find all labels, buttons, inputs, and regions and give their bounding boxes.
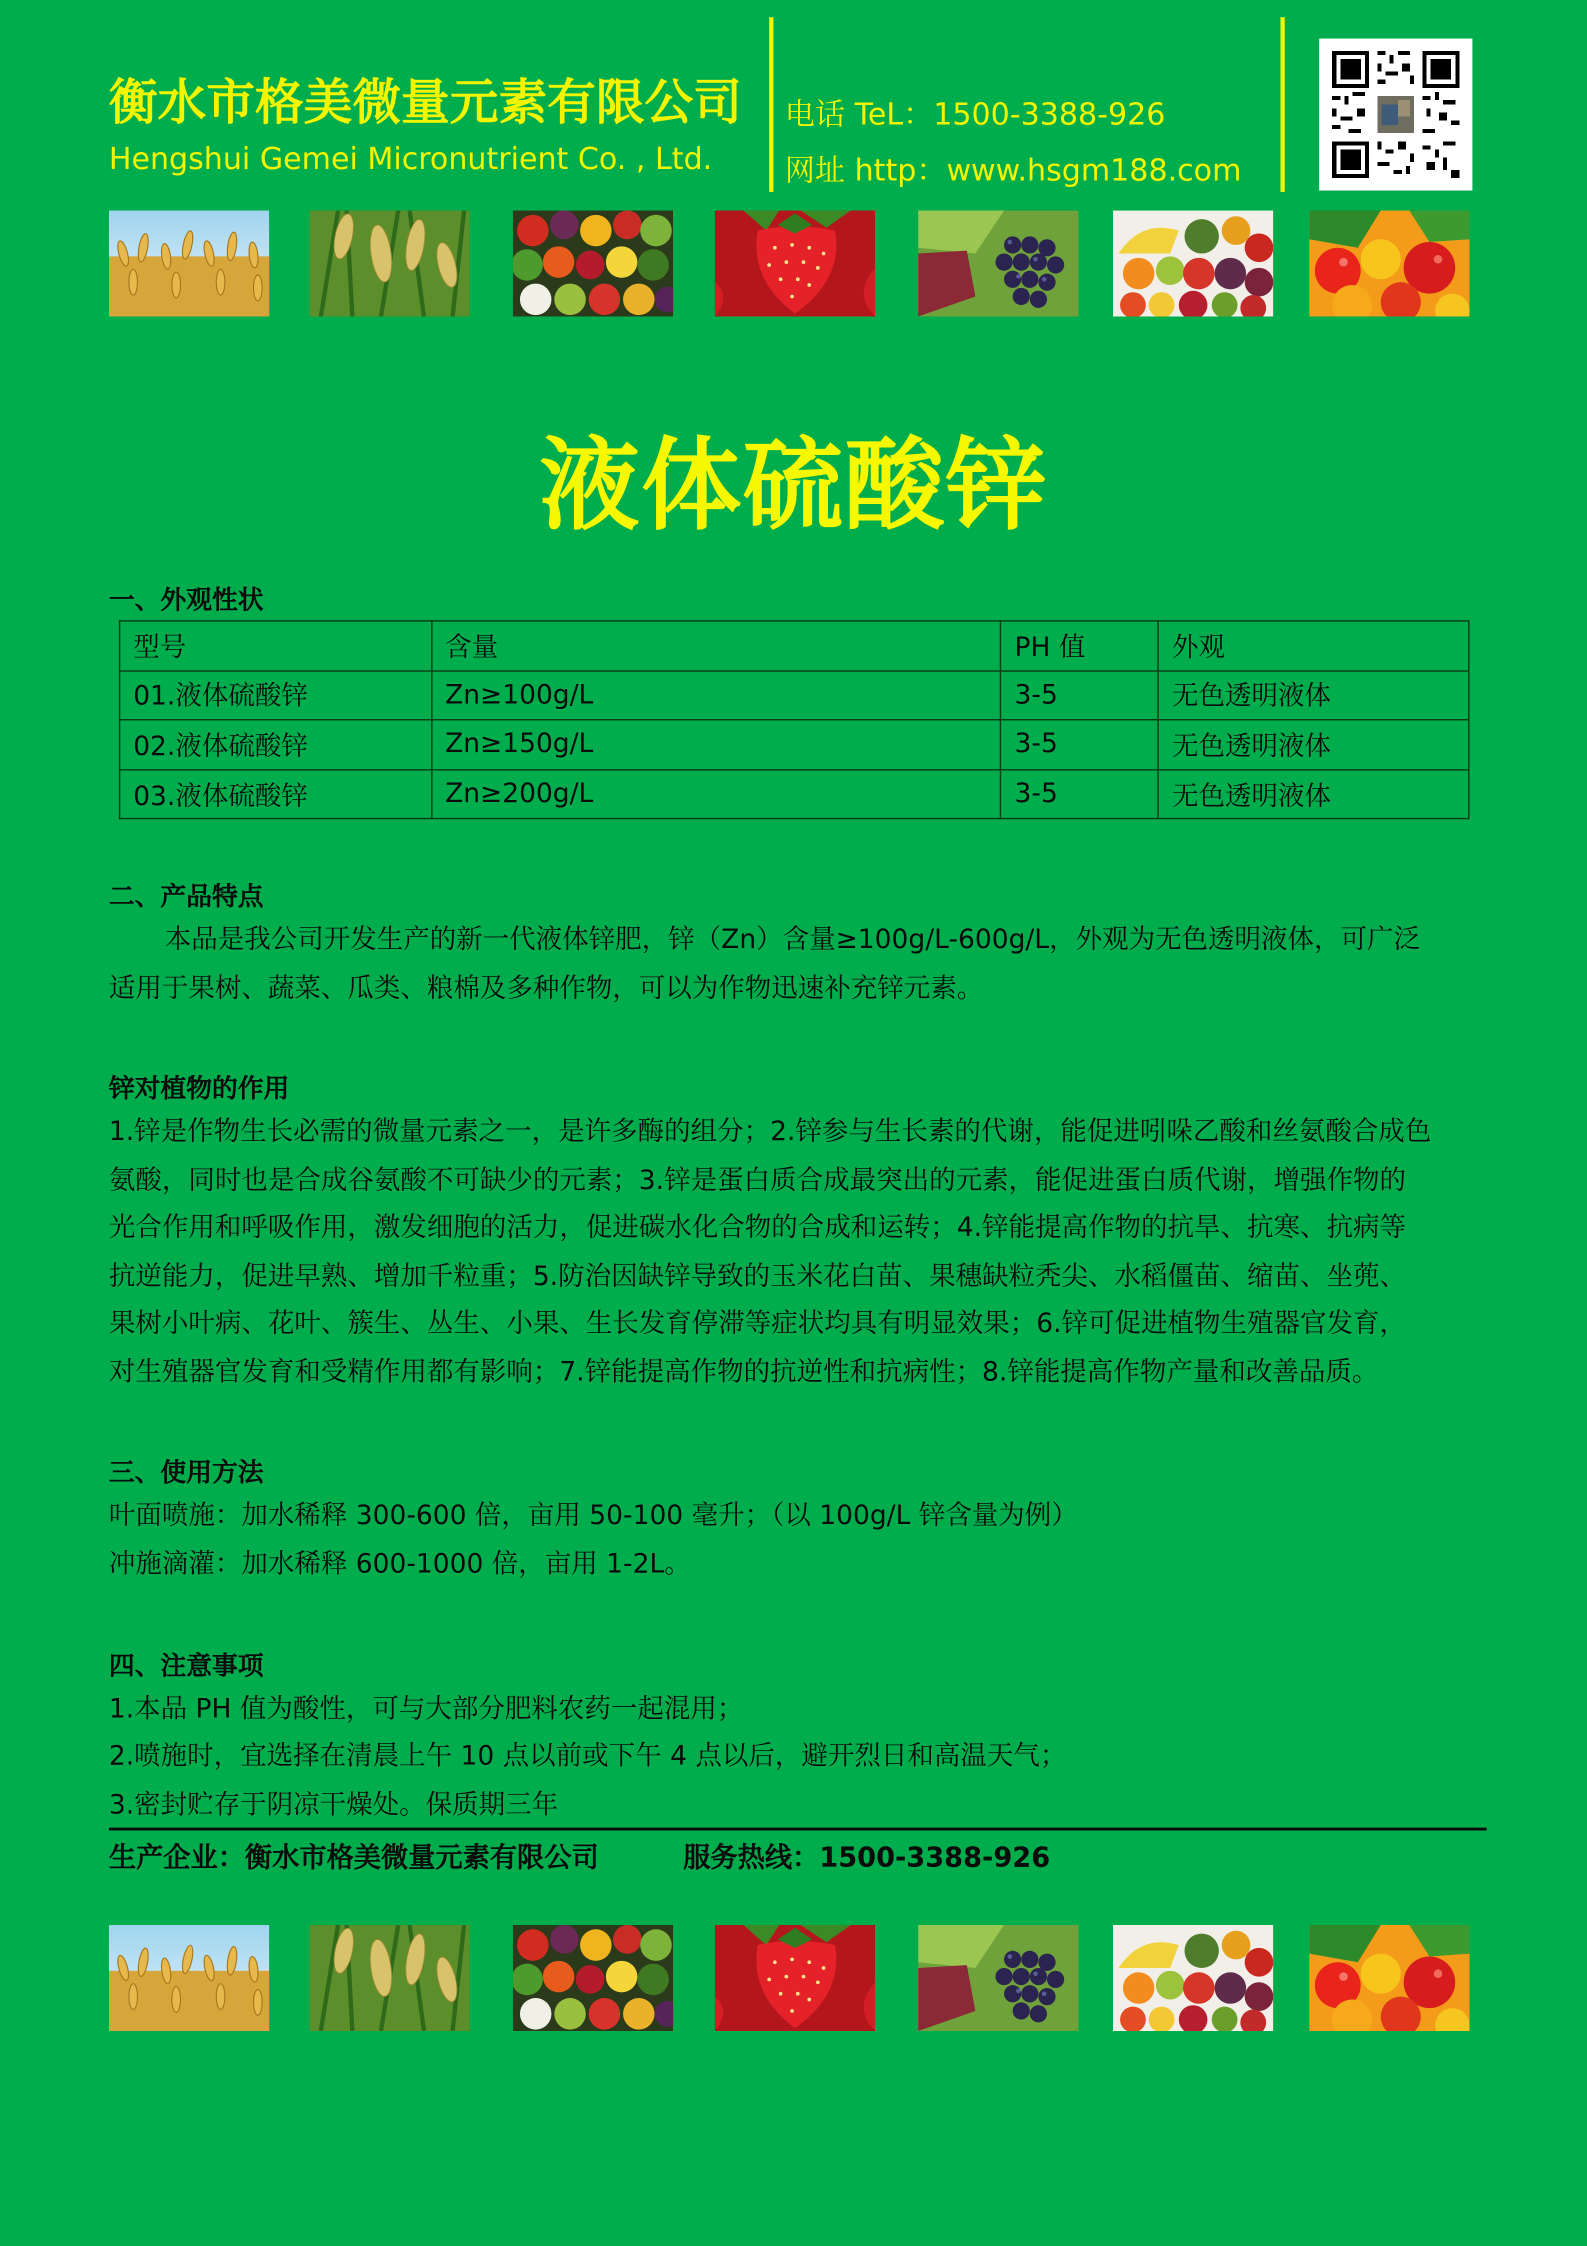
features-line-1: 本品是我公司开发生产的新一代液体锌肥，锌（Zn）含量≥100g/L-600g/L，外观为无色透明液体，可广泛: [164, 925, 1421, 956]
hotline-text: 服务热线：1500-3388-926: [683, 1841, 1051, 1874]
product-title: 液体硫酸锌: [539, 426, 1048, 545]
producer-text: 生产企业：衡水市格美微量元素有限公司: [108, 1841, 599, 1874]
table-cell: Zn≥150g/L: [431, 720, 1000, 770]
vegetables-photo: [513, 211, 673, 317]
column-header-content: 含量: [431, 621, 1000, 671]
table-cell: Zn≥100g/L: [431, 670, 1000, 720]
strawberry-photo: [715, 1925, 875, 2031]
usage-line-drip: 冲施滴灌：加水稀释 600-1000 倍，亩用 1-2L。: [108, 1549, 691, 1580]
citrus-photo: [1309, 1925, 1469, 2031]
rice-photo: [309, 211, 469, 317]
notice-line: 1.本品 PH 值为酸性，可与大部分肥料农药一起混用；: [108, 1694, 744, 1725]
table-cell: 03.液体硫酸锌: [120, 770, 432, 820]
strawberry-photo: [715, 211, 875, 317]
website-text: 网址 http：www.hsgm188.com: [784, 153, 1242, 188]
table-cell: Zn≥200g/L: [431, 770, 1000, 820]
notice-line: 3.密封贮存于阴凉干燥处。保质期三年: [108, 1790, 559, 1821]
spec-table: [119, 620, 1470, 820]
fruit-basket-photo: [1113, 211, 1273, 317]
notice-line: 2.喷施时，宜选择在清晨上午 10 点以前或下午 4 点以后，避开烈日和高温天气；: [108, 1741, 1067, 1772]
zinc-role-line: 果树小叶病、花叶、簇生、丛生、小果、生长发育停滞等症状均具有明显效果；6.锌可促进植物生殖器官发育，: [108, 1309, 1407, 1340]
section2-heading: 二、产品特点: [108, 882, 264, 913]
phone-text: 电话 TeL：1500-3388-926: [784, 97, 1166, 132]
table-cell: 3-5: [1001, 720, 1158, 770]
table-row: [120, 720, 1469, 770]
table-cell: 无色透明液体: [1158, 670, 1468, 720]
table-header-row: [120, 621, 1469, 671]
table-cell: 01.液体硫酸锌: [120, 670, 432, 720]
grapes-photo: [918, 211, 1078, 317]
zinc-role-line: 光合作用和呼吸作用，激发细胞的活力，促进碳水化合物的合成和运转；4.锌能提高作物的抗旱、抗寒、抗病等: [108, 1213, 1407, 1244]
zinc-role-line: 1.锌是作物生长必需的微量元素之一，是许多酶的组分；2.锌参与生长素的代谢，能促进吲哚乙酸和丝氨酸合成色: [108, 1117, 1432, 1148]
zinc-role-line: 对生殖器官发育和受精作用都有影响；7.锌能提高作物的抗逆性和抗病性；8.锌能提高作物产量和改善品质。: [108, 1357, 1379, 1388]
wheat-photo: [109, 1925, 269, 2031]
table-cell: 3-5: [1001, 670, 1158, 720]
zinc-role-line: 抗逆能力，促进早熟、增加千粒重；5.防治因缺锌导致的玉米花白苗、果穗缺粒秃尖、水稻僵苗、缩苗、坐蔸、: [108, 1261, 1407, 1292]
table-cell: 无色透明液体: [1158, 720, 1468, 770]
table-cell: 无色透明液体: [1158, 770, 1468, 820]
zinc-role-line: 氨酸，同时也是合成谷氨酸不可缺少的元素；3.锌是蛋白质合成最突出的元素，能促进蛋白质代谢，增强作物的: [108, 1165, 1407, 1196]
wheat-photo: [109, 211, 269, 317]
column-header-appearance: 外观: [1158, 621, 1468, 671]
rice-photo: [309, 1925, 469, 2031]
section3-heading: 三、使用方法: [108, 1458, 264, 1489]
section1-heading: 一、外观性状: [108, 585, 264, 616]
vegetables-photo: [513, 1925, 673, 2031]
grapes-photo: [918, 1925, 1078, 2031]
usage-line-foliar: 叶面喷施：加水稀释 300-600 倍，亩用 50-100 毫升；（以 100g/L 锌含量为例）: [108, 1501, 1078, 1532]
column-header-model: 型号: [120, 621, 432, 671]
fruit-basket-photo: [1113, 1925, 1273, 2031]
zinc-role-heading: 锌对植物的作用: [108, 1074, 290, 1105]
company-name-cn: 衡水市格美微量元素有限公司: [108, 74, 742, 132]
table-cell: 02.液体硫酸锌: [120, 720, 432, 770]
footer-divider: [109, 1828, 1487, 1831]
column-header-ph: PH 值: [1001, 621, 1158, 671]
section4-heading: 四、注意事项: [108, 1651, 264, 1682]
table-row: [120, 770, 1469, 820]
header-divider-right: [1280, 17, 1284, 192]
table-row: [120, 670, 1469, 720]
header-divider-left: [769, 17, 773, 192]
qr-code-icon: [1319, 39, 1472, 191]
company-name-en: Hengshui Gemei Micronutrient Co. , Ltd.: [108, 141, 713, 177]
citrus-photo: [1309, 211, 1469, 317]
table-cell: 3-5: [1001, 770, 1158, 820]
features-line-2: 适用于果树、蔬菜、瓜类、粮棉及多种作物，可以为作物迅速补充锌元素。: [108, 973, 984, 1005]
